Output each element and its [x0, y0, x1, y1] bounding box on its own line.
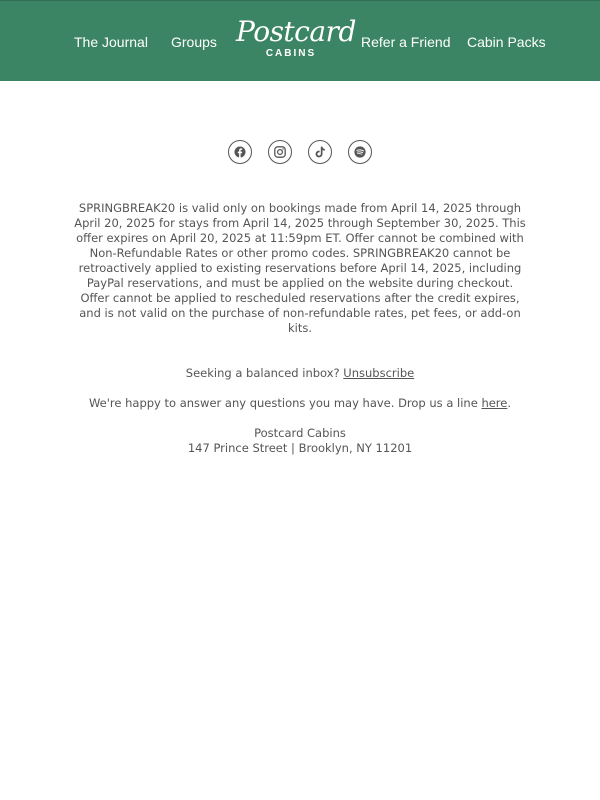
logo-script-text: Postcard: [236, 15, 356, 48]
here-link[interactable]: here: [481, 396, 508, 410]
tiktok-icon[interactable]: [308, 140, 332, 164]
unsubscribe-link[interactable]: Unsubscribe: [343, 366, 415, 380]
questions-suffix: .: [507, 396, 512, 410]
nav-cabin-packs[interactable]: Cabin Packs: [467, 34, 546, 50]
nav-groups[interactable]: Groups: [171, 34, 217, 50]
company-name: Postcard Cabins: [254, 426, 346, 440]
company-address: 147 Prince Street | Brooklyn, NY 11201: [187, 441, 413, 455]
postcard-cabins-logo[interactable]: [236, 15, 356, 65]
nav-refer-a-friend[interactable]: Refer a Friend: [361, 34, 451, 50]
social-links: [0, 140, 600, 166]
inbox-line: [0, 366, 600, 381]
questions-prefix: We're happy to answer any questions you may have. Drop us a line: [88, 396, 482, 410]
logo-sub-text: CABINS: [265, 48, 317, 59]
inbox-prefix: Seeking a balanced inbox?: [185, 366, 344, 380]
facebook-icon[interactable]: [228, 140, 252, 164]
nav-the-journal[interactable]: The Journal: [74, 34, 148, 50]
promo-disclaimer: SPRINGBREAK20 is valid only on bookings made from April 14, 2025 through April 20, 2025 for stays from April 14, 2025 through September 30, 2025. This offer expires on April 20, 2025 at 11:59pm ET. Offer cannot be combined with Non-Refundable Rates or other promo codes. SPRINGBREAK20 cannot be retroactively applied to existing reservations before April 14, 2025, including PayPal reservations, and must be applied on the website during checkout. Offer cannot be applied to rescheduled reservations after the credit expires, and is not valid on the purchase of non-refundable rates, pet fees, or add-on kits.: [74, 201, 526, 335]
questions-line: [0, 396, 600, 411]
spotify-icon[interactable]: [348, 140, 372, 164]
header-bar: [0, 0, 600, 81]
instagram-icon[interactable]: [268, 140, 292, 164]
